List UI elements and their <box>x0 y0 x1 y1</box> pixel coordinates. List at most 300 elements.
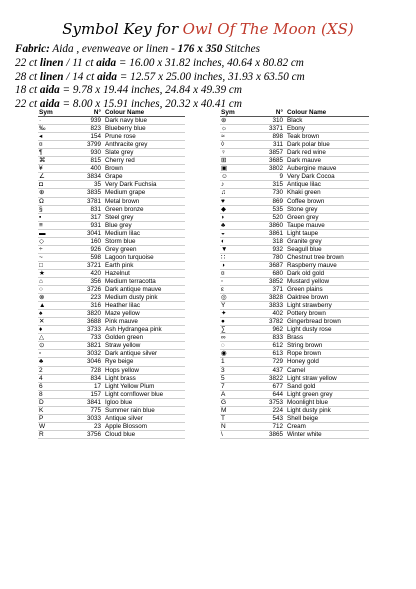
row-dmc-number: 316 <box>90 302 101 310</box>
table-row <box>220 189 369 197</box>
table-row <box>38 366 185 374</box>
row-colour-name: Light brass <box>105 374 136 382</box>
row-dmc-number: 3782 <box>268 318 283 326</box>
table-row <box>38 213 185 221</box>
row-symbol: R <box>39 430 44 438</box>
size-mid: / 11 ct <box>63 56 97 69</box>
row-colour-name: Light strawberry <box>287 302 332 310</box>
row-colour-name: Igloo blue <box>105 398 133 406</box>
row-symbol: ▲ <box>39 302 46 310</box>
row-colour-name: Aubergine mauve <box>287 165 337 173</box>
row-symbol: ☺ <box>221 173 228 181</box>
row-dmc-number: 317 <box>90 213 101 221</box>
row-colour-name: Khaki green <box>287 189 321 197</box>
row-symbol: ♀ <box>221 149 226 157</box>
table-row <box>38 382 185 390</box>
row-dmc-number: 3046 <box>86 358 101 366</box>
row-dmc-number: 932 <box>272 245 283 253</box>
header-number: N° <box>275 109 283 116</box>
table-row <box>220 245 369 253</box>
row-colour-name: Summer rain blue <box>105 406 155 414</box>
row-dmc-number: 224 <box>272 406 283 414</box>
row-symbol: ⌘ <box>39 157 46 165</box>
table-row <box>220 350 369 358</box>
row-colour-name: Dark antique mauve <box>105 286 162 294</box>
row-colour-name: Honey gold <box>287 358 319 366</box>
table-row <box>220 173 369 181</box>
table-row <box>220 237 369 245</box>
table-row <box>220 286 369 294</box>
row-dmc-number: 728 <box>90 366 101 374</box>
row-symbol: ◐ <box>221 237 225 245</box>
row-colour-name: Teak brown <box>287 133 320 141</box>
row-symbol: ◆ <box>221 205 226 213</box>
row-symbol: ◇ <box>39 237 44 245</box>
row-colour-name: Cherry red <box>105 157 135 165</box>
row-dmc-number: 3733 <box>86 326 101 334</box>
row-dmc-number: 9 <box>279 173 283 181</box>
row-dmc-number: 823 <box>90 125 101 133</box>
table-row <box>220 318 369 326</box>
row-symbol: ☼ <box>221 125 227 133</box>
row-dmc-number: 613 <box>272 350 283 358</box>
table-row <box>38 294 185 302</box>
row-dmc-number: 420 <box>90 269 101 277</box>
row-dmc-number: 3857 <box>268 149 283 157</box>
table-row <box>38 414 185 422</box>
row-colour-name: Hops yellow <box>105 366 139 374</box>
table-row <box>38 302 185 310</box>
row-symbol: △ <box>39 334 44 342</box>
row-colour-name: Light taupe <box>287 229 319 237</box>
row-colour-name: Cloud blue <box>105 430 136 438</box>
row-colour-name: Apple Blossom <box>105 422 147 430</box>
table-row <box>220 157 369 165</box>
size-material: aida <box>39 98 60 111</box>
row-symbol: 4 <box>39 374 43 382</box>
row-colour-name: Raspberry mauve <box>287 261 337 269</box>
row-dmc-number: 644 <box>272 390 283 398</box>
row-symbol: ▣ <box>221 165 228 173</box>
table-row <box>38 326 185 334</box>
row-colour-name: Slate grey <box>105 149 134 157</box>
row-dmc-number: 926 <box>90 245 101 253</box>
row-colour-name: Moonlight blue <box>287 398 328 406</box>
row-colour-name: Green grey <box>287 213 319 221</box>
row-dmc-number: 157 <box>90 390 101 398</box>
row-symbol: ⊛ <box>221 117 227 125</box>
row-colour-name: Earth pink <box>105 261 134 269</box>
row-dmc-number: 3822 <box>268 374 283 382</box>
row-colour-name: Ebony <box>287 125 305 133</box>
row-colour-name: Light green grey <box>287 390 333 398</box>
table-row <box>220 269 369 277</box>
row-colour-name: Maze yellow <box>105 310 140 318</box>
row-colour-name: Dark polar blue <box>287 141 330 149</box>
size-dimensions: = 12.57 x 25.00 inches, 31.93 x 63.50 cm <box>116 70 305 83</box>
row-symbol: ⊗ <box>39 294 45 302</box>
row-symbol: ✕ <box>39 318 45 326</box>
table-row <box>38 229 185 237</box>
table-row <box>220 406 369 414</box>
table-row <box>38 310 185 318</box>
row-colour-name: Medium lilac <box>105 229 140 237</box>
table-row <box>220 253 369 261</box>
row-colour-name: Winter white <box>287 430 322 438</box>
header-sym: Sym <box>221 109 235 116</box>
row-symbol: ≡ <box>39 221 43 229</box>
stitch-suffix: Stitches <box>222 43 260 55</box>
stitch-count: 176 x 350 <box>177 43 223 55</box>
row-dmc-number: 939 <box>90 117 101 125</box>
row-colour-name: Seagull blue <box>287 245 322 253</box>
table-row <box>220 414 369 422</box>
table-row <box>38 205 185 213</box>
row-symbol: ✦ <box>221 310 227 318</box>
row-symbol: ◂ <box>39 133 43 141</box>
row-dmc-number: 677 <box>272 382 283 390</box>
row-colour-name: Steel grey <box>105 213 134 221</box>
row-dmc-number: 780 <box>272 253 283 261</box>
table-row <box>220 294 369 302</box>
size-lines <box>15 57 410 112</box>
row-symbol: · <box>39 117 42 125</box>
row-symbol: ● <box>221 318 225 326</box>
table-row <box>220 358 369 366</box>
row-colour-name: Dark navy blue <box>105 117 147 125</box>
table-row <box>220 334 369 342</box>
table-row <box>220 125 369 133</box>
row-symbol: ‰ <box>39 125 46 133</box>
row-colour-name: Blue grey <box>105 221 132 229</box>
table-row <box>38 221 185 229</box>
size-dimensions: = 8.00 x 15.91 inches, 20.32 x 40.41 cm <box>59 98 242 111</box>
table-row <box>220 366 369 374</box>
row-colour-name: Very Dark Cocoa <box>287 173 335 181</box>
row-dmc-number: 3835 <box>86 189 101 197</box>
table-row <box>38 245 185 253</box>
row-dmc-number: 598 <box>90 253 101 261</box>
row-symbol: ~ <box>39 253 43 261</box>
size-material2: aida <box>97 70 117 83</box>
size-material: linen <box>39 56 64 69</box>
row-symbol: ▬ <box>39 229 46 237</box>
row-colour-name: Straw yellow <box>105 342 141 350</box>
row-colour-name: Cream <box>287 422 306 430</box>
row-symbol: ⊙ <box>39 342 45 350</box>
row-colour-name: Camel <box>287 366 306 374</box>
row-dmc-number: 310 <box>272 117 283 125</box>
row-colour-name: Light dusty pink <box>287 406 331 414</box>
row-symbol: ∷ <box>221 253 226 261</box>
row-symbol: ∠ <box>39 173 45 181</box>
row-colour-name: Dark red wine <box>287 149 326 157</box>
row-symbol: T <box>221 414 225 422</box>
size-count: 22 ct <box>15 56 40 69</box>
table-row <box>220 181 369 189</box>
title-prefix: Symbol Key for <box>62 20 179 38</box>
row-colour-name: Light dusty rose <box>287 326 332 334</box>
size-material: linen <box>39 70 64 83</box>
fabric-size-line <box>15 84 410 98</box>
row-dmc-number: 3687 <box>268 261 283 269</box>
fabric-label: Fabric: <box>15 43 50 55</box>
row-dmc-number: 3852 <box>268 277 283 285</box>
row-symbol: ★ <box>39 269 45 277</box>
row-colour-name: Chestnut tree brown <box>287 253 344 261</box>
table-row <box>38 253 185 261</box>
row-symbol: ♣ <box>221 221 226 229</box>
row-dmc-number: 35 <box>93 181 101 189</box>
row-dmc-number: 3781 <box>86 197 101 205</box>
row-dmc-number: 3860 <box>268 221 283 229</box>
row-symbol: ε <box>221 286 224 294</box>
table-row <box>38 430 185 438</box>
row-dmc-number: 17 <box>93 382 101 390</box>
fabric-size-line <box>15 57 410 71</box>
row-symbol: ÷ <box>39 245 43 253</box>
row-symbol: ◗ <box>221 213 225 221</box>
row-symbol: ⊕ <box>39 189 45 197</box>
row-symbol: ◘ <box>39 181 43 189</box>
row-dmc-number: 729 <box>272 358 283 366</box>
symbol-key-table-left <box>38 109 185 439</box>
row-dmc-number: 3032 <box>86 350 101 358</box>
size-dimensions: = 16.00 x 31.82 inches, 40.64 x 80.82 cm <box>116 56 304 69</box>
size-mid: / 14 ct <box>63 70 98 83</box>
row-dmc-number: 3834 <box>86 173 101 181</box>
size-count: 28 ct <box>15 70 40 83</box>
row-dmc-number: 833 <box>272 334 283 342</box>
row-colour-name: Mustard yellow <box>287 277 329 285</box>
row-colour-name: Anthracite grey <box>105 141 148 149</box>
row-dmc-number: 869 <box>272 197 283 205</box>
row-colour-name: Stone grey <box>287 205 318 213</box>
row-symbol: ◎ <box>221 294 227 302</box>
row-symbol: ∞ <box>221 334 226 342</box>
row-symbol: ♠ <box>39 310 43 318</box>
row-symbol: ¤ <box>221 269 225 277</box>
header-colour-name: Colour Name <box>105 109 145 116</box>
table-row <box>38 358 185 366</box>
row-colour-name: Light Yellow Plum <box>105 382 155 390</box>
row-dmc-number: 402 <box>272 310 283 318</box>
row-colour-name: Dark mauve <box>287 157 321 165</box>
row-colour-name: Brown <box>105 165 123 173</box>
size-material2: aida <box>96 56 117 69</box>
row-dmc-number: 160 <box>90 237 101 245</box>
row-symbol: \ <box>221 430 223 438</box>
header-colour-name: Colour Name <box>287 109 327 116</box>
row-dmc-number: 930 <box>90 149 101 157</box>
table-row <box>38 141 185 149</box>
row-dmc-number: 3833 <box>268 302 283 310</box>
row-colour-name: String brown <box>287 342 323 350</box>
row-symbol: 6 <box>39 382 43 390</box>
table-row <box>220 205 369 213</box>
row-colour-name: Medium grape <box>105 189 146 197</box>
row-colour-name: Golden green <box>105 334 144 342</box>
row-dmc-number: 535 <box>272 205 283 213</box>
row-symbol: ♦ <box>39 326 43 334</box>
row-dmc-number: 3802 <box>268 165 283 173</box>
table-row <box>38 269 185 277</box>
row-colour-name: Antique lilac <box>287 181 321 189</box>
table-row <box>220 342 369 350</box>
fabric-size-line <box>15 71 410 85</box>
table-row <box>38 133 185 141</box>
row-dmc-number: 437 <box>272 366 283 374</box>
row-colour-name: Taupe mauve <box>287 221 325 229</box>
row-symbol: ⌂ <box>39 277 43 285</box>
row-symbol: ∑ <box>221 326 226 334</box>
row-colour-name: Black <box>287 117 303 125</box>
row-dmc-number: 371 <box>272 286 283 294</box>
row-colour-name: Grey green <box>105 245 137 253</box>
row-dmc-number: 3688 <box>86 318 101 326</box>
fabric-types: Aida , evenweave or linen - <box>49 43 178 55</box>
row-symbol: ♪ <box>221 181 225 189</box>
table-row <box>38 125 185 133</box>
row-dmc-number: 3799 <box>86 141 101 149</box>
table-row <box>38 181 185 189</box>
table-row <box>38 237 185 245</box>
table-row <box>220 422 369 430</box>
row-colour-name: Brass <box>287 334 304 342</box>
table-row <box>220 277 369 285</box>
table-row <box>220 390 369 398</box>
table-row <box>38 398 185 406</box>
table-row <box>38 422 185 430</box>
row-symbol: K <box>39 406 44 414</box>
table-row <box>220 310 369 318</box>
row-colour-name: Heather lilac <box>105 302 140 310</box>
table-row <box>38 334 185 342</box>
row-colour-name: Prune rose <box>105 133 136 141</box>
row-dmc-number: 318 <box>272 237 283 245</box>
row-colour-name: Light cornflower blue <box>105 390 164 398</box>
row-symbol: P <box>39 414 44 422</box>
row-colour-name: Pink mauve <box>105 318 138 326</box>
row-colour-name: Green plains <box>287 286 323 294</box>
row-symbol: G <box>221 398 227 406</box>
row-colour-name: Sand gold <box>287 382 316 390</box>
row-dmc-number: 3841 <box>86 398 101 406</box>
row-dmc-number: 315 <box>272 181 283 189</box>
row-colour-name: Gingerbread brown <box>287 318 341 326</box>
row-dmc-number: 520 <box>272 213 283 221</box>
size-dimensions: = 9.78 x 19.44 inches, 24.84 x 49.39 cm <box>59 84 242 97</box>
row-dmc-number: 400 <box>90 165 101 173</box>
table-row <box>38 390 185 398</box>
row-dmc-number: 680 <box>272 269 283 277</box>
row-colour-name: Metal brown <box>105 197 140 205</box>
table-row <box>38 117 185 125</box>
table-row <box>38 350 185 358</box>
table-row <box>220 149 369 157</box>
row-dmc-number: 733 <box>90 334 101 342</box>
table-row <box>38 286 185 294</box>
size-material: aida <box>39 84 60 97</box>
row-symbol: 3 <box>221 366 225 374</box>
row-dmc-number: 3861 <box>268 229 283 237</box>
row-colour-name: Very Dark Fuchsia <box>105 181 157 189</box>
row-symbol: ◒ <box>221 229 225 237</box>
row-dmc-number: 834 <box>90 374 101 382</box>
row-symbol: ◦ <box>221 277 224 285</box>
row-symbol: ♥ <box>221 197 225 205</box>
table-row <box>38 173 185 181</box>
table-row <box>38 342 185 350</box>
row-symbol: 2 <box>39 366 43 374</box>
row-symbol: ♣ <box>39 358 44 366</box>
fabric-line <box>15 43 410 57</box>
table-row <box>220 229 369 237</box>
row-colour-name: Light straw yellow <box>287 374 337 382</box>
row-dmc-number: 898 <box>272 133 283 141</box>
table-row <box>220 197 369 205</box>
fabric-info <box>15 43 410 112</box>
row-symbol: ¤ <box>39 141 43 149</box>
row-dmc-number: 311 <box>272 141 283 149</box>
header-sym: Sym <box>39 109 53 116</box>
row-dmc-number: 3371 <box>268 125 283 133</box>
row-dmc-number: 3685 <box>268 157 283 165</box>
row-symbol: A <box>221 390 226 398</box>
row-symbol: ≈ <box>221 133 225 141</box>
row-symbol: ◌ <box>221 342 225 350</box>
row-symbol: M <box>221 406 227 414</box>
row-symbol: ▪ <box>39 213 42 221</box>
row-dmc-number: 612 <box>272 342 283 350</box>
table-row <box>220 141 369 149</box>
row-dmc-number: 962 <box>272 326 283 334</box>
table-row <box>220 165 369 173</box>
table-row <box>220 326 369 334</box>
row-dmc-number: 356 <box>90 277 101 285</box>
row-symbol: ◑ <box>221 261 225 269</box>
row-colour-name: Pottery brown <box>287 310 326 318</box>
header-number: N° <box>93 109 101 116</box>
row-symbol: ▼ <box>221 245 228 253</box>
table-row <box>220 261 369 269</box>
table-row <box>38 277 185 285</box>
row-dmc-number: 223 <box>90 294 101 302</box>
table-row <box>220 374 369 382</box>
row-symbol: ◊ <box>221 141 225 149</box>
size-count: 22 ct <box>15 98 40 111</box>
row-symbol: Ω <box>39 197 44 205</box>
row-symbol: Ÿ <box>221 302 226 310</box>
table-row <box>38 406 185 414</box>
row-dmc-number: 3821 <box>86 342 101 350</box>
table-row <box>38 149 185 157</box>
row-colour-name: Green bronze <box>105 205 144 213</box>
row-dmc-number: 3756 <box>86 430 101 438</box>
table-row <box>220 117 369 125</box>
row-symbol: 5 <box>221 374 225 382</box>
row-symbol: ◉ <box>221 350 227 358</box>
table-row <box>220 382 369 390</box>
table-row <box>38 197 185 205</box>
row-colour-name: Rope brown <box>287 350 321 358</box>
row-colour-name: Blueberry blue <box>105 125 146 133</box>
row-symbol: □ <box>39 261 43 269</box>
row-colour-name: Medium terracotta <box>105 277 156 285</box>
row-symbol: 8 <box>39 390 43 398</box>
row-symbol: 1 <box>221 358 225 366</box>
row-symbol: ¶ <box>39 149 43 157</box>
